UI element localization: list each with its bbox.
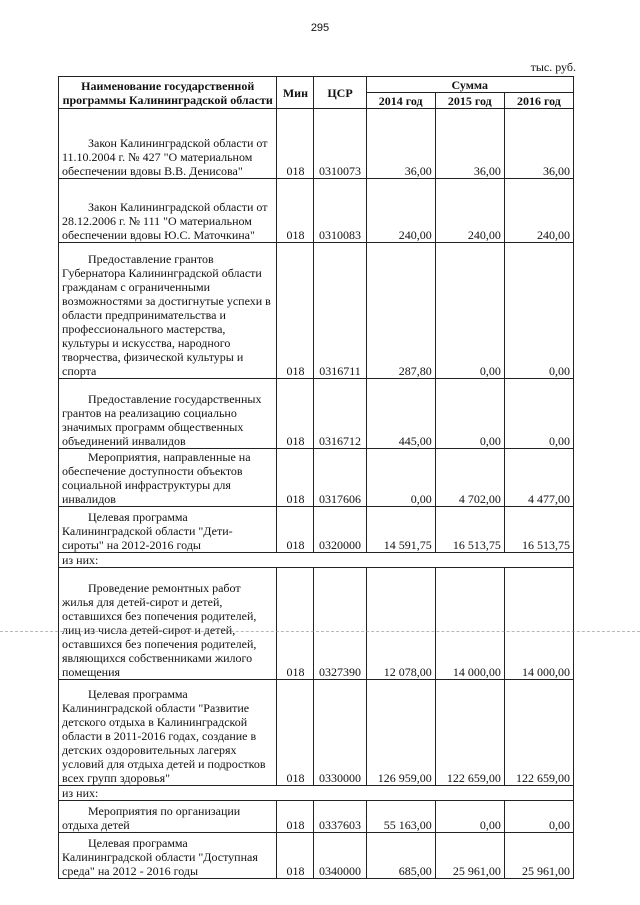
table-row xyxy=(59,680,574,786)
cell-min: 018 xyxy=(277,379,314,449)
budget-table xyxy=(58,76,574,879)
cell-amount-2016: 14 000,00 xyxy=(504,568,573,680)
cell-min: 018 xyxy=(277,179,314,243)
cell-amount-2016: 240,00 xyxy=(504,179,573,243)
cell-program-name xyxy=(59,449,277,507)
cell-min: 018 xyxy=(277,801,314,833)
cell-csr: 0310083 xyxy=(314,179,366,243)
header-name: Наименование государственной программы Калининградской области xyxy=(59,77,277,109)
cell-amount-2015: 122 659,00 xyxy=(435,680,504,786)
cell-min: 018 xyxy=(277,109,314,179)
cell-min: 018 xyxy=(277,507,314,553)
header-year-2014: 2014 год xyxy=(366,93,435,109)
cell-amount-2016: 0,00 xyxy=(504,379,573,449)
cell-amount-2016: 0,00 xyxy=(504,801,573,833)
cell-amount-2014: 36,00 xyxy=(366,109,435,179)
program-name-text: Закон Калининградской области от 28.12.2006 г. № 111 "О материальном обеспечении вдовы Ю.С. Маточкина" xyxy=(62,200,268,242)
cell-program-name xyxy=(59,109,277,179)
cell-amount-2015: 25 961,00 xyxy=(435,833,504,879)
cell-csr: 0310073 xyxy=(314,109,366,179)
cell-csr: 0327390 xyxy=(314,568,366,680)
cell-amount-2014: 12 078,00 xyxy=(366,568,435,680)
cell-amount-2014: 0,00 xyxy=(366,449,435,507)
table-row xyxy=(59,179,574,243)
subheading-label: из них: xyxy=(59,786,574,801)
program-name-text: Проведение ремонтных работ жилья для детей-сирот и детей, оставшихся без попечения родителей, лиц из числа детей-сирот и детей, оставшихся без попечения родителей, являющихся собственниками жилого помещения xyxy=(62,581,257,679)
subheading-label: из них: xyxy=(59,553,574,568)
cell-program-name xyxy=(59,801,277,833)
scan-artifact-line xyxy=(0,631,640,632)
cell-amount-2014: 445,00 xyxy=(366,379,435,449)
cell-csr: 0340000 xyxy=(314,833,366,879)
cell-amount-2015: 14 000,00 xyxy=(435,568,504,680)
cell-csr: 0337603 xyxy=(314,801,366,833)
header-year-2016: 2016 год xyxy=(504,93,573,109)
table-row xyxy=(59,801,574,833)
program-name-text: Целевая программа Калининградской области "Доступная среда" на 2012 - 2016 годы xyxy=(62,836,258,878)
table-row xyxy=(59,833,574,879)
table-row xyxy=(59,379,574,449)
table-row xyxy=(59,109,574,179)
program-name-text: Целевая программа Калининградской области "Развитие детского отдыха в Калининградской области в 2011-2016 годах, создание в детских оздоровительных лагерях условий для отдыха детей и подростков всех групп здоровья" xyxy=(62,687,266,785)
cell-program-name xyxy=(59,179,277,243)
table-body xyxy=(59,109,574,879)
program-name-text: Мероприятия по организации отдыха детей xyxy=(62,804,241,832)
cell-amount-2016: 36,00 xyxy=(504,109,573,179)
cell-amount-2016: 25 961,00 xyxy=(504,833,573,879)
table-row xyxy=(59,568,574,680)
cell-csr: 0320000 xyxy=(314,507,366,553)
subheading-row xyxy=(59,553,574,568)
program-name-text: Закон Калининградской области от 11.10.2004 г. № 427 "О материальном обеспечении вдовы В.В. Денисова" xyxy=(62,136,268,178)
header-sum: Сумма xyxy=(366,77,573,93)
cell-csr: 0330000 xyxy=(314,680,366,786)
cell-min: 018 xyxy=(277,243,314,379)
cell-amount-2015: 16 513,75 xyxy=(435,507,504,553)
cell-amount-2014: 55 163,00 xyxy=(366,801,435,833)
cell-min: 018 xyxy=(277,833,314,879)
cell-program-name xyxy=(59,243,277,379)
page-number: 295 xyxy=(310,22,330,34)
cell-min: 018 xyxy=(277,568,314,680)
cell-amount-2014: 685,00 xyxy=(366,833,435,879)
program-name-text: Предоставление государственных грантов на реализацию социально значимых программ общественных объединений инвалидов xyxy=(62,392,262,448)
cell-amount-2015: 0,00 xyxy=(435,379,504,449)
cell-amount-2014: 240,00 xyxy=(366,179,435,243)
program-name-text: Целевая программа Калининградской области "Дети-сироты" на 2012-2016 годы xyxy=(62,510,233,552)
cell-min: 018 xyxy=(277,449,314,507)
cell-program-name xyxy=(59,568,277,680)
table-row xyxy=(59,449,574,507)
table-row xyxy=(59,507,574,553)
cell-csr: 0316711 xyxy=(314,243,366,379)
cell-amount-2014: 287,80 xyxy=(366,243,435,379)
cell-amount-2014: 126 959,00 xyxy=(366,680,435,786)
cell-program-name xyxy=(59,507,277,553)
cell-program-name xyxy=(59,833,277,879)
subheading-row xyxy=(59,786,574,801)
cell-csr: 0316712 xyxy=(314,379,366,449)
cell-csr: 0317606 xyxy=(314,449,366,507)
cell-amount-2015: 240,00 xyxy=(435,179,504,243)
cell-program-name xyxy=(59,379,277,449)
cell-amount-2016: 4 477,00 xyxy=(504,449,573,507)
units-label: тыс. руб. xyxy=(530,60,576,74)
program-name-text: Предоставление грантов Губернатора Калининградской области гражданам с ограниченными возможностями за достигнутые успехи в области предпринимательства и профессионального мастерства, культуры и искусства, народного творчества, физической культуры и спорта xyxy=(62,252,271,378)
cell-amount-2014: 14 591,75 xyxy=(366,507,435,553)
table-row xyxy=(59,243,574,379)
program-name-text: Мероприятия, направленные на обеспечение доступности объектов социальной инфраструктуры для инвалидов xyxy=(62,450,251,506)
cell-min: 018 xyxy=(277,680,314,786)
cell-amount-2015: 4 702,00 xyxy=(435,449,504,507)
cell-amount-2015: 0,00 xyxy=(435,801,504,833)
header-min: Мин xyxy=(277,77,314,109)
header-csr: ЦСР xyxy=(314,77,366,109)
cell-program-name xyxy=(59,680,277,786)
cell-amount-2016: 16 513,75 xyxy=(504,507,573,553)
header-year-2015: 2015 год xyxy=(435,93,504,109)
cell-amount-2015: 36,00 xyxy=(435,109,504,179)
cell-amount-2015: 0,00 xyxy=(435,243,504,379)
cell-amount-2016: 0,00 xyxy=(504,243,573,379)
cell-amount-2016: 122 659,00 xyxy=(504,680,573,786)
